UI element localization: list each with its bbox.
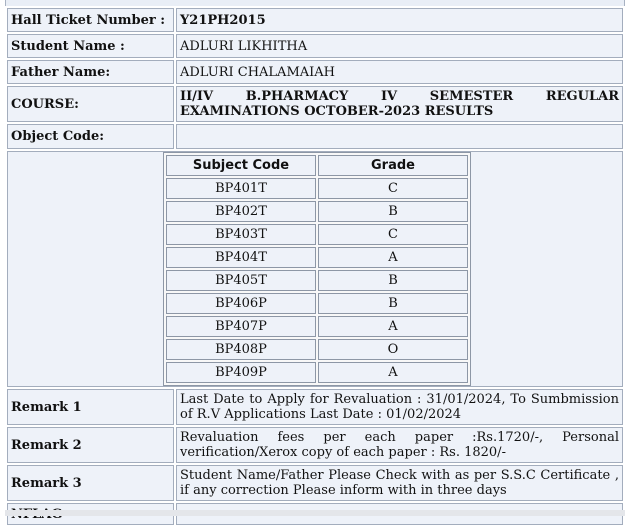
grade-value: C (318, 224, 468, 245)
object-code-label: Object Code: (7, 124, 174, 149)
remark3-label: Remark 3 (7, 465, 174, 501)
student-name-label: Student Name : (7, 34, 174, 58)
remark1-label: Remark 1 (7, 389, 174, 425)
father-name-label: Father Name: (7, 60, 174, 84)
grade-row (166, 270, 468, 291)
grade-row (166, 247, 468, 268)
subject-code: BP402T (166, 201, 316, 222)
remark2-label: Remark 2 (7, 427, 174, 463)
grade-value: B (318, 201, 468, 222)
grade-row (166, 293, 468, 314)
bottom-divider (5, 510, 625, 516)
grade-value: C (318, 178, 468, 199)
subject-code: BP408P (166, 339, 316, 360)
grade-value: O (318, 339, 468, 360)
subject-code: BP409P (166, 362, 316, 383)
grades-row (7, 151, 623, 387)
object-code-row (7, 124, 623, 149)
course-value: II/IV B.PHARMACY IV SEMESTER REGULAR EXAMINATIONS OCTOBER-2023 RESULTS (176, 86, 623, 122)
subject-code: BP401T (166, 178, 316, 199)
grade-row (166, 178, 468, 199)
grades-container (7, 151, 623, 387)
father-name-value: ADLURI CHALAMAIAH (176, 60, 623, 84)
remark3-row (7, 465, 623, 501)
grade-row (166, 224, 468, 245)
grade-header: Grade (318, 155, 468, 176)
hall-ticket-value: Y21PH2015 (176, 8, 623, 32)
grade-row (166, 201, 468, 222)
grade-value: A (318, 362, 468, 383)
subject-code: BP404T (166, 247, 316, 268)
course-label: COURSE: (7, 86, 174, 122)
grade-row (166, 362, 468, 383)
subject-code: BP403T (166, 224, 316, 245)
subject-code: BP406P (166, 293, 316, 314)
remark2-row (7, 427, 623, 463)
grade-row (166, 316, 468, 337)
father-name-row (7, 60, 623, 84)
results-table (5, 6, 625, 527)
grade-value: A (318, 316, 468, 337)
remark2-text: Revaluation fees per each paper :Rs.1720/-, Personal verification/Xerox copy of each paper : Rs. 1820/- (176, 427, 623, 463)
grades-table (163, 152, 471, 386)
hall-ticket-label: Hall Ticket Number : (7, 8, 174, 32)
course-row (7, 86, 623, 122)
grade-value: A (318, 247, 468, 268)
subject-code: BP405T (166, 270, 316, 291)
grades-header-row (166, 155, 468, 176)
subject-code-header: Subject Code (166, 155, 316, 176)
grade-row (166, 339, 468, 360)
grade-value: B (318, 293, 468, 314)
student-name-value: ADLURI LIKHITHA (176, 34, 623, 58)
grade-value: B (318, 270, 468, 291)
hall-ticket-row (7, 8, 623, 32)
object-code-value (176, 124, 623, 149)
remark1-text: Last Date to Apply for Revaluation : 31/01/2024, To Sumbmission of R.V Applications Last Date : 01/02/2024 (176, 389, 623, 425)
remark1-row (7, 389, 623, 425)
remark3-text: Student Name/Father Please Check with as per S.S.C Certificate , if any correction Please inform with in three days (176, 465, 623, 501)
subject-code: BP407P (166, 316, 316, 337)
student-name-row (7, 34, 623, 58)
